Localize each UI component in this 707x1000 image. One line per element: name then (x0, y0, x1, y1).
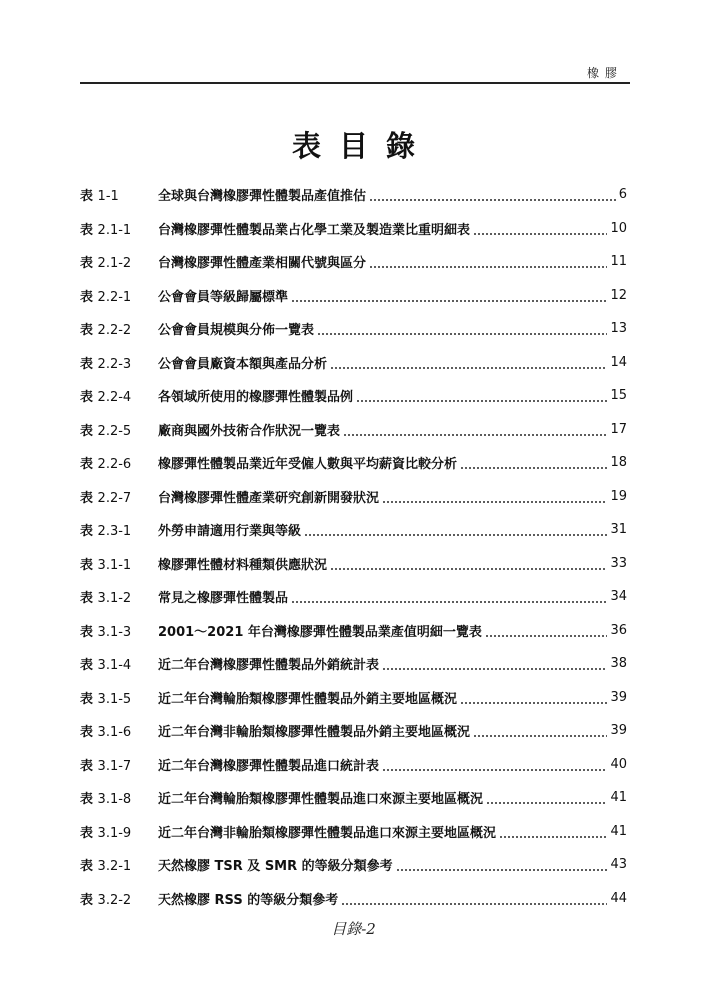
toc-entry[interactable] (80, 312, 627, 346)
page-ref: 17 (610, 421, 627, 437)
table-title: 近二年台灣橡膠彈性體製品進口統計表 (158, 758, 380, 774)
dot-leader (341, 893, 607, 906)
table-title: 2001～2021 年台灣橡膠彈性體製品業產值明細一覽表 (158, 624, 482, 640)
page-ref: 10 (610, 220, 627, 236)
dot-leader (396, 859, 608, 872)
toc-entry[interactable] (80, 848, 627, 882)
table-title: 公會會員等級歸屬標準 (158, 289, 289, 305)
table-title: 公會會員廠資本額與產品分析 (158, 356, 328, 372)
table-number (80, 353, 158, 372)
table-title: 各領域所使用的橡膠彈性體製品例 (158, 390, 354, 406)
table-code: 2.2-3 (97, 356, 132, 372)
table-prefix: 表 (80, 591, 94, 607)
table-title: 台灣橡膠彈性體產業相關代號與區分 (158, 256, 367, 272)
dot-leader (382, 491, 607, 504)
table-prefix: 表 (80, 825, 94, 841)
table-number (80, 487, 158, 506)
table-number (80, 855, 158, 874)
toc-entry[interactable] (80, 446, 627, 480)
table-number (80, 621, 158, 640)
dot-leader (382, 658, 607, 671)
table-prefix: 表 (80, 658, 94, 674)
dot-leader (486, 792, 607, 805)
table-code: 3.1-5 (97, 691, 132, 707)
dot-leader (369, 256, 607, 269)
table-code: 2.2-5 (97, 423, 132, 439)
table-code: 1-1 (97, 189, 119, 205)
page-ref: 11 (610, 254, 627, 270)
table-prefix: 表 (80, 624, 94, 640)
table-number (80, 252, 158, 271)
table-code: 2.2-7 (97, 490, 132, 506)
table-number (80, 386, 158, 405)
table-prefix: 表 (80, 892, 94, 908)
table-number (80, 688, 158, 707)
dot-leader (485, 625, 608, 638)
table-code: 3.1-9 (97, 825, 132, 841)
toc-entry[interactable] (80, 815, 627, 849)
table-title: 近二年台灣非輪胎類橡膠彈性體製品外銷主要地區概況 (158, 725, 471, 741)
table-title: 台灣橡膠彈性體製品業占化學工業及製造業比重明細表 (158, 222, 471, 238)
table-number (80, 654, 158, 673)
table-title: 公會會員規模與分佈一覽表 (158, 323, 315, 339)
table-number (80, 755, 158, 774)
table-title: 近二年台灣非輪胎類橡膠彈性體製品進口來源主要地區概況 (158, 825, 497, 841)
toc-entry[interactable] (80, 513, 627, 547)
table-prefix: 表 (80, 457, 94, 473)
table-title: 近二年台灣輪胎類橡膠彈性體製品外銷主要地區概況 (158, 691, 458, 707)
table-title: 外勞申請適用行業與等級 (158, 524, 302, 540)
table-code: 2.2-4 (97, 390, 132, 406)
table-code: 3.1-2 (97, 591, 132, 607)
running-header: 橡膠 (586, 66, 623, 80)
toc-entry[interactable] (80, 413, 627, 447)
table-prefix: 表 (80, 524, 94, 540)
page-ref: 33 (610, 555, 627, 571)
table-title: 天然橡膠 TSR 及 SMR 的等級分類參考 (158, 859, 393, 875)
toc-entry[interactable] (80, 781, 627, 815)
table-prefix: 表 (80, 792, 94, 808)
table-number (80, 420, 158, 439)
dot-leader (460, 457, 607, 470)
table-title: 台灣橡膠彈性體產業研究創新開發狀況 (158, 490, 380, 506)
table-number (80, 889, 158, 908)
page-ref: 14 (610, 354, 627, 370)
dot-leader (382, 759, 607, 772)
dot-leader (499, 826, 607, 839)
table-prefix: 表 (80, 256, 94, 272)
table-prefix: 表 (80, 758, 94, 774)
page-number: 目錄-2 (331, 920, 376, 938)
table-code: 3.1-7 (97, 758, 132, 774)
page-ref: 44 (610, 890, 627, 906)
table-prefix: 表 (80, 859, 94, 875)
table-title: 天然橡膠 RSS 的等級分類參考 (158, 892, 339, 908)
dot-leader (291, 591, 607, 604)
page-ref: 38 (610, 656, 627, 672)
table-code: 3.1-6 (97, 725, 132, 741)
page-ref: 34 (610, 589, 627, 605)
page-ref: 43 (610, 857, 627, 873)
page-ref: 41 (610, 823, 627, 839)
page-ref: 40 (610, 756, 627, 772)
table-code: 2.3-1 (97, 524, 132, 540)
toc-entry[interactable] (80, 714, 627, 748)
toc-entry[interactable] (80, 346, 627, 380)
table-code: 3.1-1 (97, 557, 132, 573)
toc-entry[interactable] (80, 379, 627, 413)
toc-entry[interactable] (80, 245, 627, 279)
table-prefix: 表 (80, 691, 94, 707)
table-number (80, 822, 158, 841)
page-ref: 19 (610, 488, 627, 504)
table-number (80, 520, 158, 539)
page-ref: 39 (610, 689, 627, 705)
table-code: 2.2-2 (97, 323, 132, 339)
dot-leader (473, 725, 607, 738)
table-title: 橡膠彈性體材料種類供應狀況 (158, 557, 328, 573)
dot-leader (369, 189, 616, 202)
table-number (80, 453, 158, 472)
page-ref: 31 (610, 522, 627, 538)
page-ref: 18 (610, 455, 627, 471)
table-prefix: 表 (80, 423, 94, 439)
dot-leader (343, 424, 607, 437)
table-of-contents-list (80, 178, 627, 915)
table-prefix: 表 (80, 289, 94, 305)
table-prefix: 表 (80, 323, 94, 339)
dot-leader (356, 390, 607, 403)
table-code: 3.1-8 (97, 792, 132, 808)
toc-entry[interactable] (80, 580, 627, 614)
page-ref: 36 (610, 622, 627, 638)
table-code: 2.2-6 (97, 457, 132, 473)
table-number (80, 721, 158, 740)
table-code: 3.2-1 (97, 859, 132, 875)
table-number (80, 587, 158, 606)
page-ref: 13 (610, 321, 627, 337)
dot-leader (291, 290, 607, 303)
table-prefix: 表 (80, 490, 94, 506)
page-ref: 41 (610, 790, 627, 806)
toc-entry[interactable] (80, 212, 627, 246)
dot-leader (304, 524, 607, 537)
table-number (80, 286, 158, 305)
page-ref: 12 (610, 287, 627, 303)
table-code: 3.1-3 (97, 624, 132, 640)
toc-entry[interactable] (80, 748, 627, 782)
table-prefix: 表 (80, 356, 94, 372)
toc-entry[interactable] (80, 480, 627, 514)
table-title: 近二年台灣輪胎類橡膠彈性體製品進口來源主要地區概況 (158, 792, 484, 808)
toc-entry[interactable] (80, 882, 627, 916)
toc-entry[interactable] (80, 647, 627, 681)
table-title: 廠商與國外技術合作狀況一覽表 (158, 423, 341, 439)
table-number (80, 185, 158, 204)
table-number (80, 554, 158, 573)
dot-leader (330, 558, 607, 571)
dot-leader (473, 223, 607, 236)
table-prefix: 表 (80, 725, 94, 741)
table-title: 全球與台灣橡膠彈性體製品產值推估 (158, 189, 367, 205)
dot-leader (460, 692, 607, 705)
table-prefix: 表 (80, 557, 94, 573)
toc-entry[interactable] (80, 681, 627, 715)
toc-entry[interactable] (80, 614, 627, 648)
table-code: 2.1-2 (97, 256, 132, 272)
table-number (80, 788, 158, 807)
toc-entry[interactable] (80, 279, 627, 313)
table-prefix: 表 (80, 390, 94, 406)
table-title: 近二年台灣橡膠彈性體製品外銷統計表 (158, 658, 380, 674)
table-code: 3.1-4 (97, 658, 132, 674)
header-divider (80, 82, 630, 84)
page-ref: 6 (618, 187, 627, 203)
toc-entry[interactable] (80, 547, 627, 581)
page-ref: 39 (610, 723, 627, 739)
page-title: 表目錄 (291, 129, 433, 164)
table-title: 橡膠彈性體製品業近年受僱人數與平均薪資比較分析 (158, 457, 458, 473)
dot-leader (330, 357, 607, 370)
table-number (80, 219, 158, 238)
dot-leader (317, 323, 607, 336)
table-number (80, 319, 158, 338)
table-prefix: 表 (80, 189, 94, 205)
page-ref: 15 (610, 388, 627, 404)
table-code: 3.2-2 (97, 892, 132, 908)
toc-entry[interactable] (80, 178, 627, 212)
table-code: 2.1-1 (97, 222, 132, 238)
table-title: 常見之橡膠彈性體製品 (158, 591, 289, 607)
table-prefix: 表 (80, 222, 94, 238)
table-code: 2.2-1 (97, 289, 132, 305)
